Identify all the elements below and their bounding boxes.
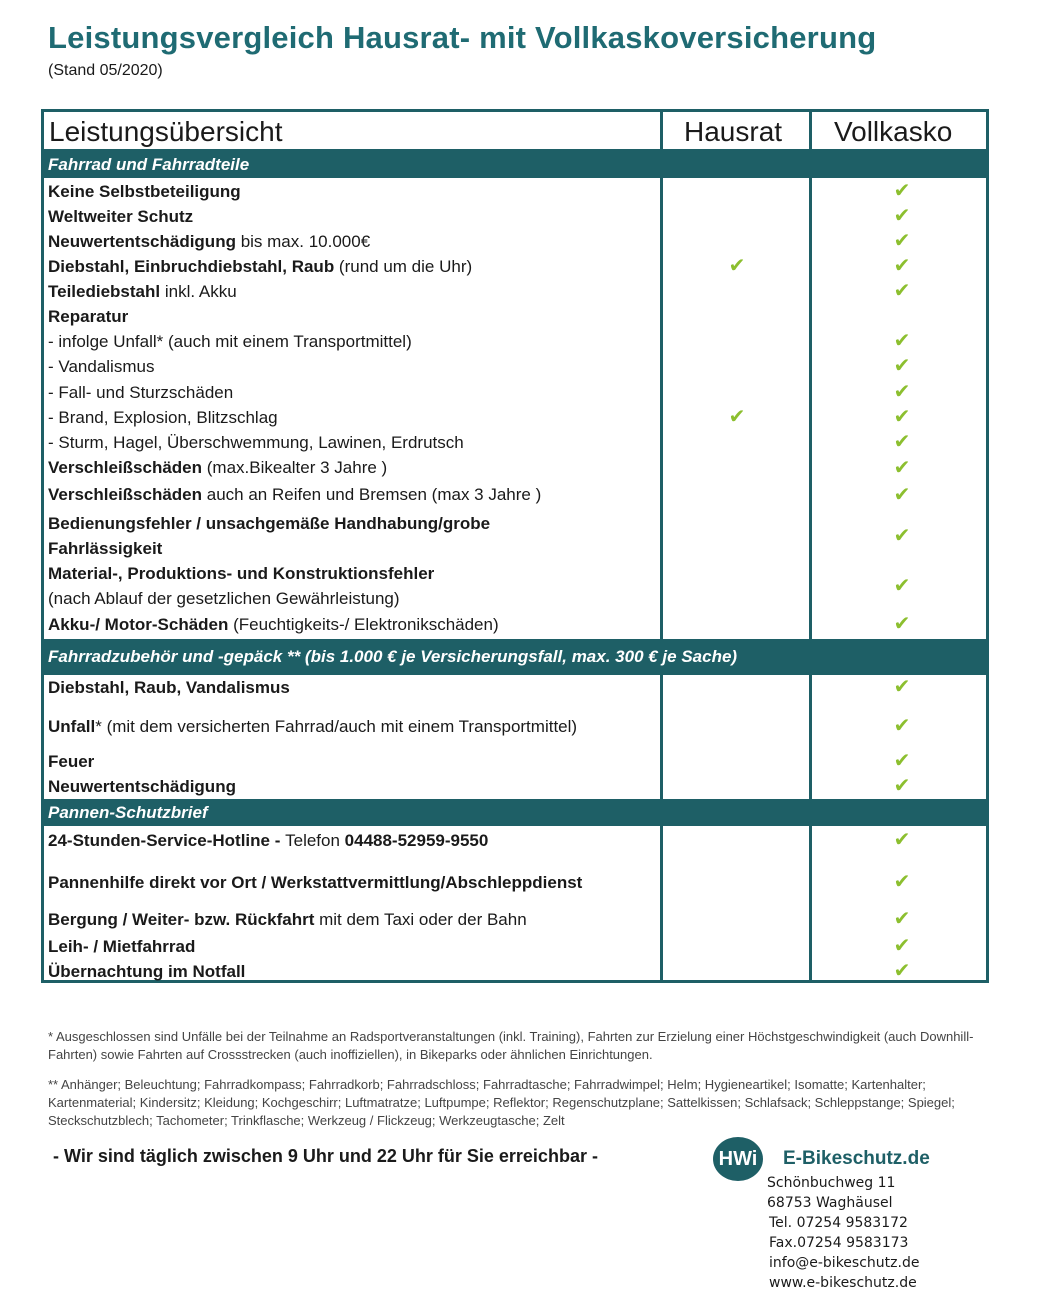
company-city: 68753 Waghäusel xyxy=(767,1195,893,1211)
benefit-title: Verschleißschäden xyxy=(48,458,203,477)
benefit-row xyxy=(48,455,658,480)
hausrat-check-icon: ✔ xyxy=(728,406,746,428)
benefit-detail: - Vandalismus xyxy=(48,357,155,376)
vollkasko-check-icon: ✔ xyxy=(893,484,911,506)
benefit-title: Bergung / Weiter- bzw. Rückfahrt xyxy=(48,910,315,929)
benefit-row xyxy=(48,714,658,739)
benefit-row xyxy=(48,405,658,430)
benefit-title: Akku-/ Motor-Schäden xyxy=(48,615,229,634)
column-header-item: Leistungsübersicht xyxy=(49,116,283,147)
benefit-row xyxy=(48,828,658,853)
benefit-title: Bedienungsfehler / unsachgemäße Handhabung/grobe xyxy=(48,514,491,533)
vollkasko-check-icon: ✔ xyxy=(893,330,911,352)
benefit-row xyxy=(48,304,658,329)
benefit-detail: - Sturm, Hagel, Überschwemmung, Lawinen, Erdrutsch xyxy=(48,433,464,452)
benefit-title: Weltweiter Schutz xyxy=(48,207,194,226)
benefit-title: Reparatur xyxy=(48,307,129,326)
benefit-title: Keine Selbstbeteiligung xyxy=(48,182,241,201)
benefit-row xyxy=(48,482,658,507)
vollkasko-check-icon: ✔ xyxy=(893,280,911,302)
vollkasko-check-icon: ✔ xyxy=(893,180,911,202)
vollkasko-check-icon: ✔ xyxy=(893,829,911,851)
benefit-row xyxy=(48,254,658,279)
company-street: Schönbuchweg 11 xyxy=(767,1175,896,1191)
hausrat-check-icon: ✔ xyxy=(728,255,746,277)
hotline-number: 04488-52959-9550 xyxy=(344,831,489,850)
availability-slogan: - Wir sind täglich zwischen 9 Uhr und 22 Uhr für Sie erreichbar - xyxy=(53,1146,598,1166)
benefit-title: Neuwertentschädigung xyxy=(48,777,236,796)
vollkasko-check-icon: ✔ xyxy=(893,935,911,957)
benefit-detail: mit dem Taxi oder der Bahn xyxy=(314,910,527,929)
benefit-detail: auch an Reifen und Bremsen (max 3 Jahre ) xyxy=(202,485,542,504)
column-header-hausrat: Hausrat xyxy=(684,116,783,147)
column-divider xyxy=(809,178,812,639)
vollkasko-check-icon: ✔ xyxy=(893,676,911,698)
company-fax: Fax.07254 9583173 xyxy=(769,1235,909,1251)
vollkasko-check-icon: ✔ xyxy=(893,715,911,737)
company-name: E-Bikeschutz.de xyxy=(783,1148,930,1169)
benefit-detail: - Fall- und Sturzschäden xyxy=(48,383,234,402)
benefit-row xyxy=(48,934,658,959)
benefit-row xyxy=(48,204,658,229)
benefit-title: 24-Stunden-Service-Hotline - xyxy=(48,831,286,850)
vollkasko-check-icon: ✔ xyxy=(893,205,911,227)
benefit-row xyxy=(48,959,658,984)
column-divider xyxy=(660,112,663,151)
comparison-table xyxy=(41,109,989,983)
column-header-vollkasko: Vollkasko xyxy=(834,116,953,147)
benefit-title: Unfall xyxy=(48,717,96,736)
benefit-row xyxy=(48,430,658,455)
benefit-row xyxy=(48,229,658,254)
benefit-detail: - Brand, Explosion, Blitzschlag xyxy=(48,408,278,427)
company-logo: HWi xyxy=(713,1137,763,1181)
vollkasko-check-icon: ✔ xyxy=(893,255,911,277)
column-divider xyxy=(809,112,812,151)
benefit-detail-cont: (nach Ablauf der gesetzlichen Gewährleistung) xyxy=(48,589,400,608)
benefit-detail: * (mit dem versicherten Fahrrad/auch mit einem Transportmittel) xyxy=(95,717,578,736)
benefit-title: Übernachtung im Notfall xyxy=(48,962,246,981)
table-header-row xyxy=(44,112,986,152)
benefit-detail: bis max. 10.000€ xyxy=(235,232,371,251)
benefit-title: Pannenhilfe direkt vor Ort / Werkstattvermittlung/Abschleppdienst xyxy=(48,872,583,892)
benefit-title: Diebstahl, Einbruchdiebstahl, Raub xyxy=(48,257,335,276)
section-header: Pannen-Schutzbrief xyxy=(44,799,986,826)
vollkasko-check-icon: ✔ xyxy=(893,381,911,403)
company-website[interactable]: www.e-bikeschutz.de xyxy=(769,1275,917,1291)
date-stamp: (Stand 05/2020) xyxy=(48,62,163,79)
column-divider xyxy=(660,675,663,799)
benefit-detail: (Feuchtigkeits-/ Elektronikschäden) xyxy=(228,615,499,634)
benefit-title: Material-, Produktions- und Konstruktionsfehler xyxy=(48,564,435,583)
benefit-title: Verschleißschäden xyxy=(48,485,203,504)
vollkasko-check-icon: ✔ xyxy=(893,355,911,377)
section-header: Fahrrad und Fahrradteile xyxy=(44,151,986,178)
vollkasko-check-icon: ✔ xyxy=(893,613,911,635)
section-header: Fahrradzubehör und -gepäck ** (bis 1.000 € je Versicherungsfall, max. 300 € je Sache) xyxy=(44,639,986,675)
company-phone: Tel. 07254 9583172 xyxy=(769,1215,908,1231)
vollkasko-check-icon: ✔ xyxy=(893,406,911,428)
benefit-row xyxy=(48,612,658,637)
company-email[interactable]: info@e-bikeschutz.de xyxy=(769,1255,920,1271)
benefit-row xyxy=(48,749,658,774)
vollkasko-check-icon: ✔ xyxy=(893,960,911,982)
benefit-title: Leih- / Mietfahrrad xyxy=(48,937,196,956)
benefit-row xyxy=(48,907,658,932)
footnote-accident: * Ausgeschlossen sind Unfälle bei der Teilnahme an Radsportveranstaltungen (inkl. Training), Fahrten zur Erzielung einer Höchstgeschwindigkeit (auch Downhill-Fahrten) sowie Fahrten auf Crossstrecken (auch inoffiziellen), in Bikeparks oder ähnlichen Einrichtungen. xyxy=(48,1029,974,1062)
vollkasko-check-icon: ✔ xyxy=(893,750,911,772)
vollkasko-check-icon: ✔ xyxy=(893,230,911,252)
benefit-row xyxy=(48,354,658,379)
benefit-detail: (max.Bikealter 3 Jahre ) xyxy=(202,458,388,477)
vollkasko-check-icon: ✔ xyxy=(893,775,911,797)
benefit-detail: inkl. Akku xyxy=(160,282,237,301)
benefit-row xyxy=(48,774,658,799)
benefit-row xyxy=(48,279,658,304)
benefit-title: Teilediebstahl xyxy=(48,282,161,301)
benefit-row xyxy=(48,870,658,895)
vollkasko-check-icon: ✔ xyxy=(893,908,911,930)
vollkasko-check-icon: ✔ xyxy=(893,524,911,547)
benefit-row xyxy=(48,179,658,204)
benefit-title: Feuer xyxy=(48,752,95,771)
benefit-title: Neuwertentschädigung xyxy=(48,232,236,251)
vollkasko-check-icon: ✔ xyxy=(893,870,911,893)
footnote-accessories: ** Anhänger; Beleuchtung; Fahrradkompass; Fahrradkorb; Fahrradschloss; Fahrradtasche; Fahrradwimpel; Helm; Hygieneartikel; Isomatte; Kartenhalter; Kartenmaterial; Kindersitz; Kleidung; Kochgeschirr; Luftmatratze; Luftpumpe; Reflektor; Regenschutzplane; Sattelkissen; Schlafsack; Schleppstange; Spiegel; Steckschutzblech; Tachometer; Trinkflasche; Werkzeug / Flickzeug; Werkzeugtasche; Zelt xyxy=(48,1077,955,1128)
benefit-row xyxy=(48,329,658,354)
benefit-row xyxy=(48,380,658,405)
page-title: Leistungsvergleich Hausrat- mit Vollkaskoversicherung xyxy=(48,20,877,55)
benefit-row xyxy=(48,675,658,700)
column-divider xyxy=(809,826,812,980)
benefit-title: Diebstahl, Raub, Vandalismus xyxy=(48,678,290,697)
vollkasko-check-icon: ✔ xyxy=(893,574,911,597)
benefit-row xyxy=(48,511,658,561)
benefit-row xyxy=(48,561,658,611)
benefit-title-cont: Fahrlässigkeit xyxy=(48,539,163,558)
column-divider xyxy=(660,178,663,639)
column-divider xyxy=(809,675,812,799)
benefit-detail: (rund um die Uhr) xyxy=(334,257,473,276)
vollkasko-check-icon: ✔ xyxy=(893,457,911,479)
benefit-detail: - infolge Unfall* (auch mit einem Transportmittel) xyxy=(48,332,412,351)
benefit-detail: Telefon xyxy=(285,831,345,850)
vollkasko-check-icon: ✔ xyxy=(893,431,911,453)
column-divider xyxy=(660,826,663,980)
